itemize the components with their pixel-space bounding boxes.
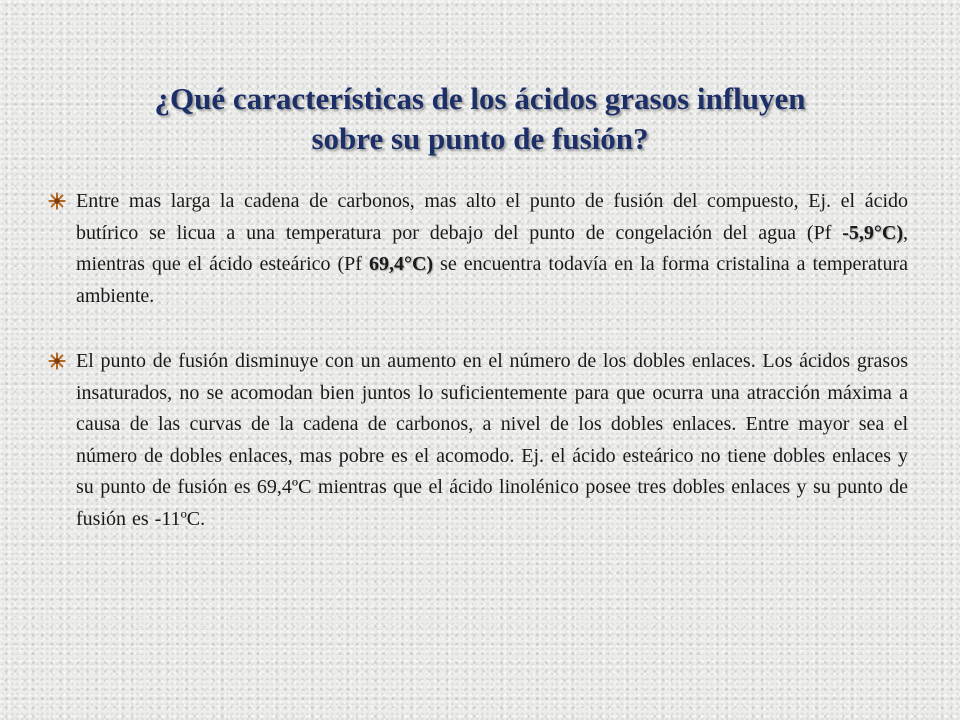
slide-title xyxy=(60,79,900,159)
bullet-1-text-part-2: , mientras que el ácido esteárico (Pf xyxy=(76,221,908,275)
bullet-1-melting-point-stearic: 69,4°C) xyxy=(368,253,434,275)
starburst-bullet-icon xyxy=(48,352,66,370)
bullet-text-2: El punto de fusión disminuye con un aumento en el número de los dobles enlaces. Los ácidos grasos insaturados, no se acomodan bien juntos lo suficientemente para que ocurra una atracción máxima a causa de las curvas de la cadena de carbonos, a nivel de los dobles enlaces. Entre mayor sea el número de dobles enlaces, mas pobre es el acomodo. Ej. el ácido esteárico no tiene dobles enlaces y su punto de fusión es 69,4ºC mientras que el ácido linolénico posee tres dobles enlaces y su punto de fusión es -11ºC. xyxy=(76,350,908,530)
slide-title-line-2: sobre su punto de fusión? xyxy=(311,120,649,156)
bullet-item-2 xyxy=(48,346,908,535)
bullet-1-text-part-3: se encuentra todavía en la forma cristalina a temperatura ambiente. xyxy=(76,253,908,307)
starburst-bullet-icon xyxy=(48,192,66,210)
slide-title-line-1: ¿Qué características de los ácidos grasos influyen xyxy=(154,80,806,116)
bullet-list xyxy=(48,186,908,569)
bullet-1-text-part-1: Entre mas larga la cadena de carbonos, mas alto el punto de fusión del compuesto, Ej. el ácido butírico se licua a una temperatura por debajo del punto de congelación del agua (Pf xyxy=(76,190,908,244)
bullet-text-1 xyxy=(76,186,908,312)
bullet-1-melting-point-butyric: -5,9°C) xyxy=(842,221,903,244)
bullet-item-1 xyxy=(48,186,908,312)
